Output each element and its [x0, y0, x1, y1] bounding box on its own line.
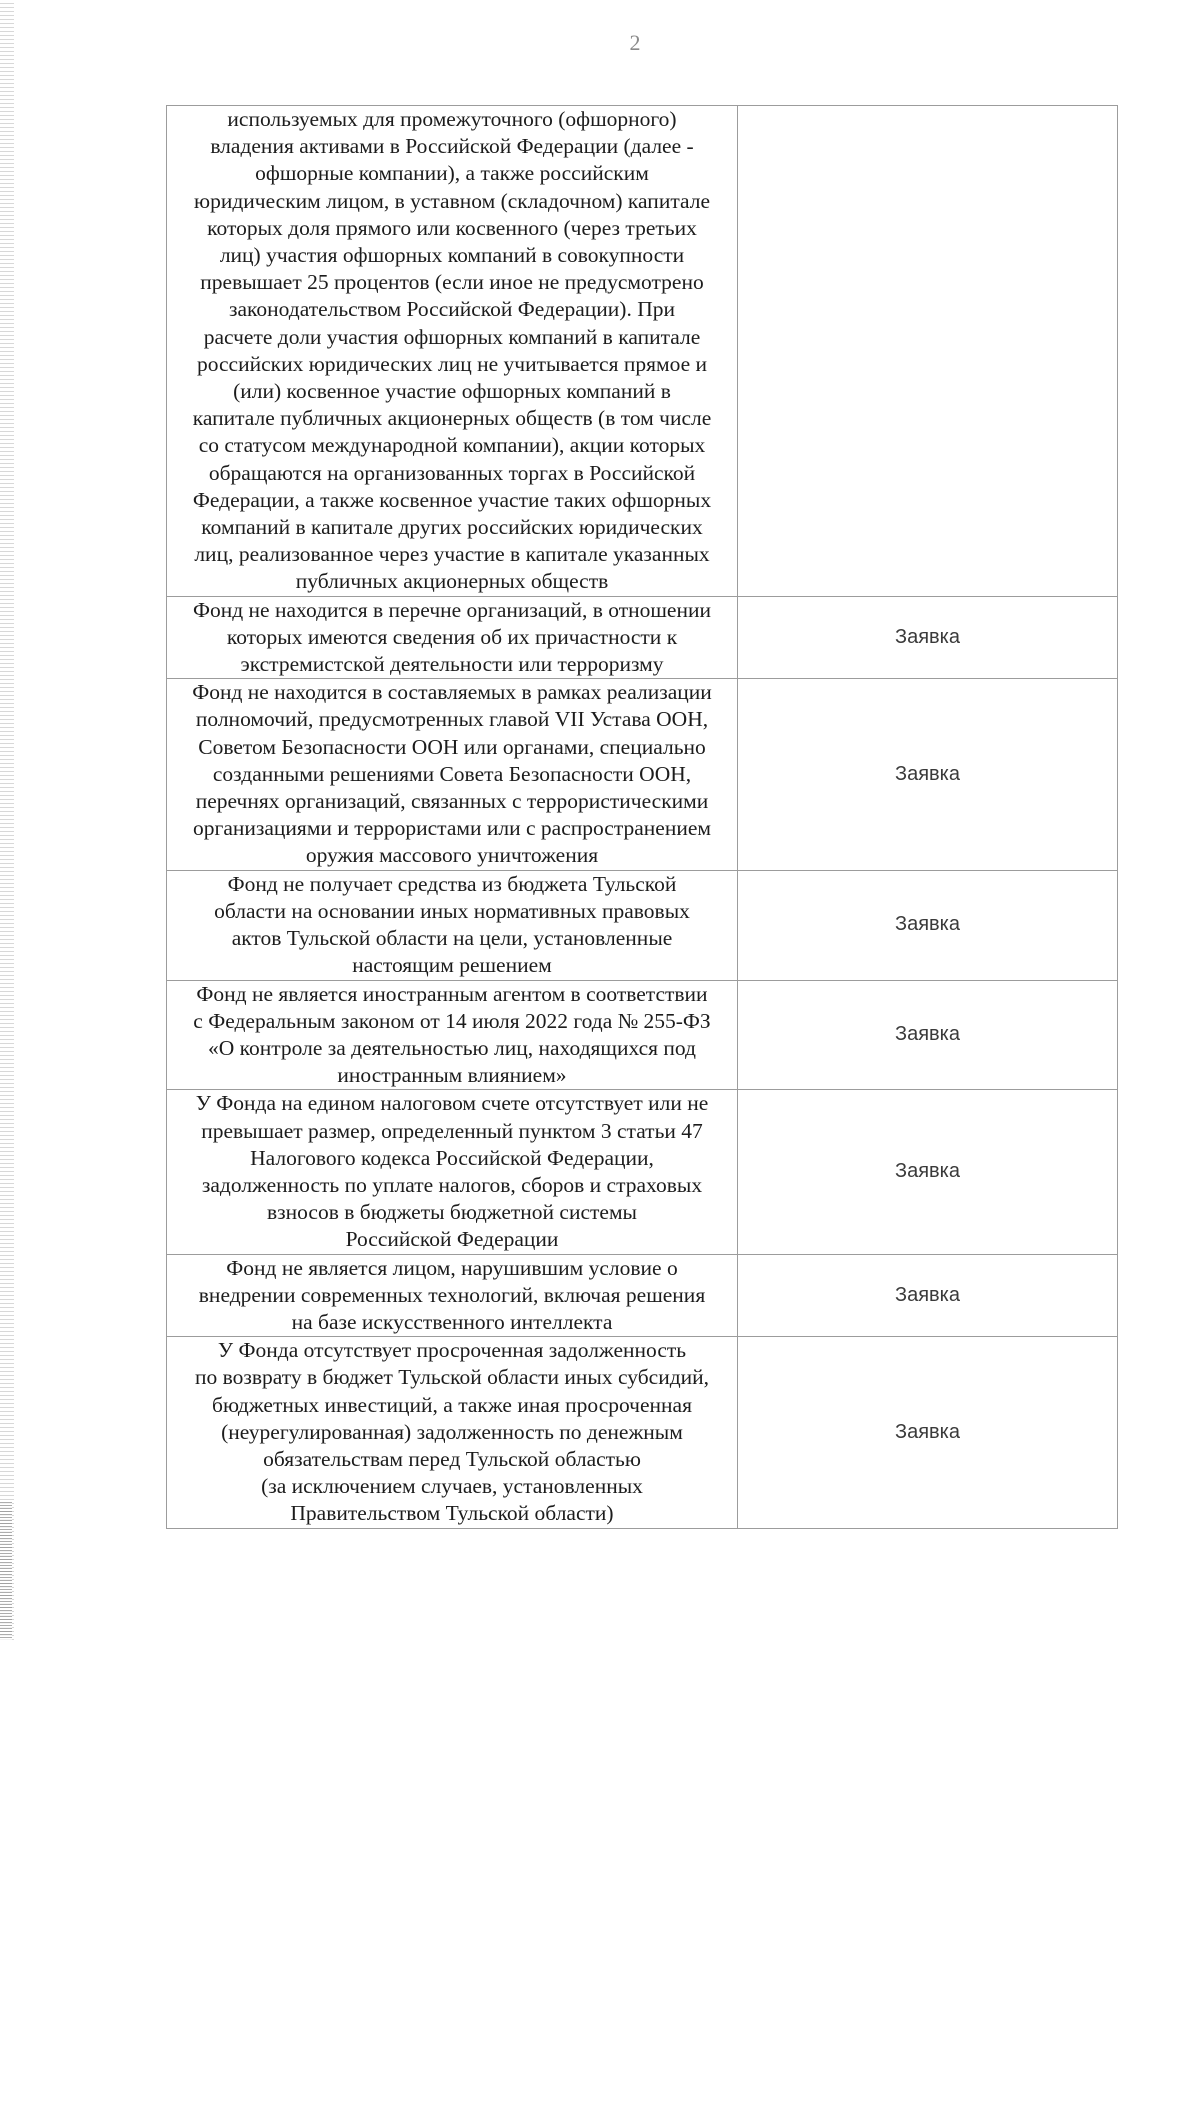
requirement-text-line: актов Тульской области на цели, установленные	[231, 926, 673, 951]
requirement-text-line: У Фонда отсутствует просроченная задолженность	[217, 1338, 687, 1363]
requirement-text-line: расчете доли участия офшорных компаний в капитале	[203, 324, 701, 349]
table-row	[167, 106, 1118, 597]
requirement-text-line: полномочий, предусмотренных главой VII Устава ООН,	[195, 707, 709, 732]
requirement-text-line: капитале публичных акционерных обществ (в том числе	[192, 406, 712, 431]
scan-edge-artifact	[0, 0, 14, 1640]
requirement-text-line: превышает 25 процентов (если иное не предусмотрено	[200, 270, 704, 295]
requirement-text-line: организациями и террористами или с распространением	[193, 816, 711, 841]
document-cell: Заявка	[738, 980, 1118, 1090]
requirement-text-line: иностранным влиянием»	[337, 1063, 567, 1088]
requirement-text-line: обращаются на организованных торгах в Российской	[208, 460, 696, 485]
requirement-text-line: У Фонда на едином налоговом счете отсутствует или не	[195, 1091, 709, 1116]
requirement-text-line: со статусом международной компании), акции которых	[198, 433, 706, 458]
page-number: 2	[629, 30, 641, 55]
table-row	[167, 596, 1118, 679]
table-row	[167, 1254, 1118, 1337]
requirement-text-line: области на основании иных нормативных правовых	[214, 898, 690, 923]
requirement-text-line: экстремистской деятельности или терроризму	[240, 652, 664, 677]
scan-edge-artifact-dark	[0, 1500, 12, 1640]
requirement-cell	[167, 596, 738, 679]
document-cell: Заявка	[738, 1090, 1118, 1254]
requirement-text-line: Российской Федерации	[345, 1227, 559, 1252]
requirement-text-line: (за исключением случаев, установленных	[261, 1474, 643, 1499]
requirement-text-line: по возврату в бюджет Тульской области иных субсидий,	[194, 1365, 710, 1390]
requirement-text-line: обязательствам перед Тульской областью	[263, 1446, 641, 1471]
requirement-text-line: внедрении современных технологий, включая решения	[198, 1282, 706, 1307]
requirement-text-line: используемых для промежуточного (офшорного)	[227, 107, 677, 131]
requirement-cell	[167, 1337, 738, 1528]
requirement-cell	[167, 870, 738, 980]
requirement-text-line: офшорные компании), а также российским	[255, 161, 649, 186]
requirement-text-line: Фонд не находится в составляемых в рамках реализации	[192, 680, 712, 705]
table-row	[167, 870, 1118, 980]
requirement-text-line: российских юридических лиц не учитывается прямое и	[196, 351, 708, 376]
requirement-text-line: публичных акционерных обществ	[295, 569, 609, 594]
requirement-text-line: компаний в капитале других российских юридических	[201, 515, 703, 540]
table-row	[167, 1337, 1118, 1528]
requirement-text-line: Налогового кодекса Российской Федерации,	[250, 1145, 654, 1170]
requirement-text-line: Фонд не является лицом, нарушившим условие о	[226, 1255, 678, 1280]
requirement-cell	[167, 1254, 738, 1337]
requirements-table	[166, 105, 1118, 1529]
requirement-text-line: превышает размер, определенный пунктом 3 статьи 47	[201, 1118, 703, 1143]
requirement-text-line: Фонд не получает средства из бюджета Тульской	[227, 871, 677, 896]
table-row	[167, 679, 1118, 870]
requirement-text-line: бюджетных инвестиций, а также иная просроченная	[212, 1392, 692, 1417]
document-cell	[738, 106, 1118, 597]
document-cell: Заявка	[738, 679, 1118, 870]
requirement-cell	[167, 679, 738, 870]
table-row	[167, 1090, 1118, 1254]
requirement-text-line: которых доля прямого или косвенного (через третьих	[207, 215, 697, 240]
table-row	[167, 980, 1118, 1090]
requirement-text-line: оружия массового уничтожения	[305, 843, 599, 868]
requirement-text-line: которых имеются сведения об их причастности к	[226, 624, 678, 649]
document-cell: Заявка	[738, 1337, 1118, 1528]
requirement-cell	[167, 106, 738, 597]
requirement-text-line: юридическим лицом, в уставном (складочном) капитале	[194, 188, 710, 213]
requirement-text-line: законодательством Российской Федерации). При	[229, 297, 675, 322]
requirement-text-line: (неурегулированная) задолженность по денежным	[221, 1419, 683, 1444]
requirement-text-line: «О контроле за деятельностью лиц, находящихся под	[207, 1035, 696, 1060]
requirement-text-line: Советом Безопасности ООН или органами, специально	[198, 734, 706, 759]
requirement-text-line: созданными решениями Совета Безопасности ООН,	[212, 761, 692, 786]
document-cell: Заявка	[738, 596, 1118, 679]
requirement-text-line: перечнях организаций, связанных с террористическими	[195, 789, 709, 814]
requirement-text-line: лиц) участия офшорных компаний в совокупности	[219, 243, 685, 268]
requirement-cell	[167, 1090, 738, 1254]
requirement-text-line: Федерации, а также косвенное участие таких офшорных	[192, 487, 712, 512]
requirement-cell	[167, 980, 738, 1090]
requirement-text-line: (или) косвенное участие офшорных компаний в	[233, 379, 671, 404]
requirement-text-line: владения активами в Российской Федерации (далее -	[210, 134, 694, 159]
document-cell: Заявка	[738, 1254, 1118, 1337]
requirement-text-line: Фонд не находится в перечне организаций, в отношении	[192, 597, 711, 622]
document-cell: Заявка	[738, 870, 1118, 980]
requirement-text-line: взносов в бюджеты бюджетной системы	[266, 1200, 638, 1225]
requirement-text-line: лиц, реализованное через участие в капитале указанных	[194, 542, 710, 567]
requirement-text-line: Фонд не является иностранным агентом в соответствии	[196, 981, 708, 1006]
requirement-text-line: задолженность по уплате налогов, сборов и страховых	[201, 1172, 703, 1197]
requirement-text-line: Правительством Тульской области)	[290, 1501, 614, 1526]
requirement-text-line: с Федеральным законом от 14 июля 2022 года № 255-ФЗ	[193, 1008, 711, 1033]
requirement-text-line: на базе искусственного интеллекта	[291, 1309, 613, 1334]
requirement-text-line: настоящим решением	[352, 953, 552, 978]
